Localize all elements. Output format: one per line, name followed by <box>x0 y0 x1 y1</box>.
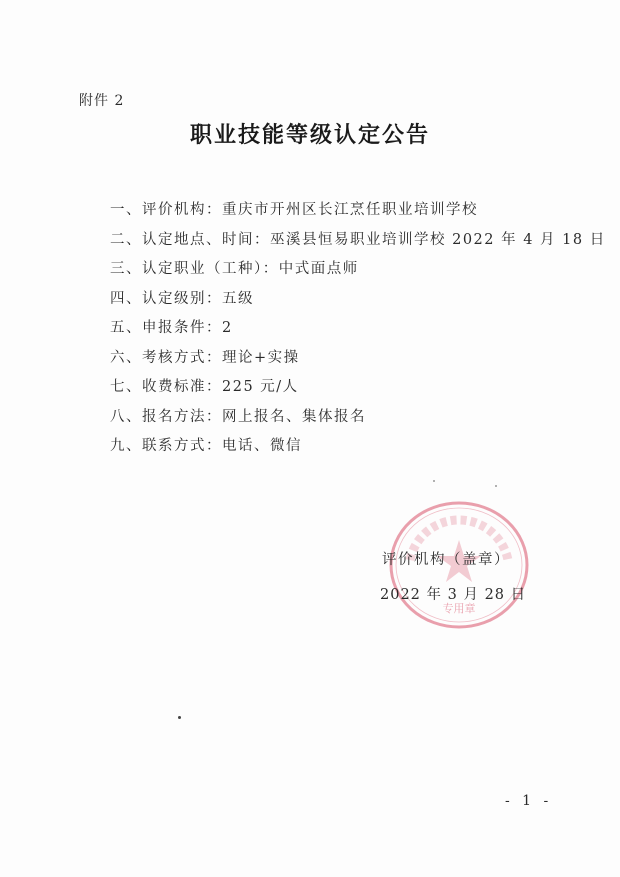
list-item <box>110 285 606 315</box>
item-value: 中式面点师 <box>278 261 359 277</box>
item-value: 五级 <box>222 290 254 307</box>
item-key: 六、考核方式： <box>110 349 222 366</box>
list-item <box>110 196 606 226</box>
scan-speck <box>178 716 181 719</box>
item-key: 九、联系方式： <box>110 438 222 454</box>
scan-speck <box>433 480 435 482</box>
item-value: 重庆市开州区长江烹任职业培训学校 <box>222 202 478 218</box>
item-key: 五、申报条件： <box>110 320 222 336</box>
list-item <box>110 255 606 285</box>
item-key: 一、评价机构： <box>110 202 222 218</box>
item-value: 225 元/人 <box>222 379 299 395</box>
signature-label: 评价机构（盖章） <box>382 552 510 568</box>
issue-date: 2022 年 3 月 28 日 <box>380 587 527 603</box>
item-value: 网上报名、集体报名 <box>222 408 366 425</box>
page-title: 职业技能等级认定公告 <box>189 122 430 148</box>
item-value: 巫溪县恒易职业培训学校 2022 年 4 月 18 日 <box>270 231 606 248</box>
attachment-label: 附件 2 <box>79 93 125 109</box>
list-item <box>110 432 606 462</box>
item-key: 四、认定级别： <box>110 290 222 307</box>
item-key: 七、收费标准： <box>110 379 222 395</box>
list-item <box>110 226 606 256</box>
item-value: 电话、微信 <box>222 438 302 454</box>
list-item <box>110 403 606 433</box>
list-item <box>110 314 606 344</box>
item-value: 2 <box>222 320 233 336</box>
scan-speck <box>495 485 497 487</box>
item-key: 八、报名方法： <box>110 408 222 425</box>
item-key: 二、认定地点、时间： <box>110 231 270 248</box>
list-item <box>110 373 606 403</box>
item-key: 三、认定职业（工种）： <box>110 261 279 277</box>
page-number: - 1 - <box>505 793 553 809</box>
list-item <box>110 344 606 374</box>
announcement-list <box>110 196 606 462</box>
seal-center-text: 专用章 <box>442 602 476 615</box>
item-value: 理论+实操 <box>222 349 300 366</box>
